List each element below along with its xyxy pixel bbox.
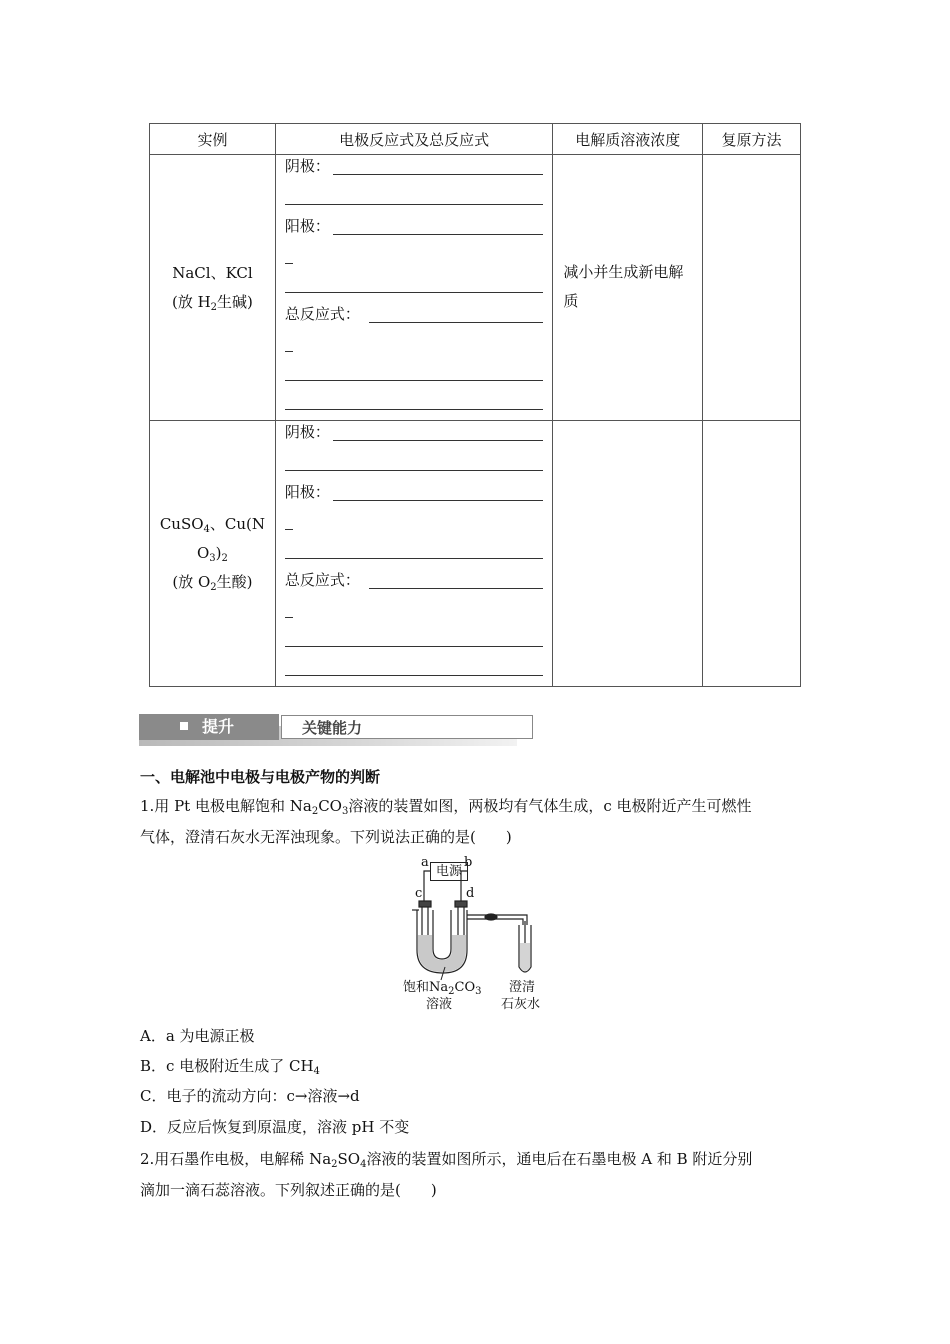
banner-left: 提升	[139, 714, 279, 740]
table-header-row	[150, 124, 801, 155]
table-row	[150, 421, 801, 687]
total-blank-line3[interactable]	[285, 409, 543, 410]
example-note: (放 $O_2$生酸)	[172, 573, 253, 593]
header-concentration: 电解质溶液浓度	[553, 124, 703, 155]
solution-label-line2: 溶液	[426, 997, 453, 1012]
limewater-label-line2: 石灰水	[501, 997, 541, 1012]
option-b[interactable]: B．c 电极附近生成了 $CH_4$	[140, 1057, 320, 1077]
example-name-cont: $O_3)_2$	[196, 544, 228, 564]
anode-label: 阳极：	[284, 217, 330, 235]
equations-cell	[275, 155, 552, 421]
total-blank-line2[interactable]	[285, 380, 543, 381]
cathode-blank[interactable]	[333, 440, 543, 441]
anode-blank-line2[interactable]	[285, 292, 543, 293]
q2-stem-line2: 滴加一滴石蕊溶液。下列叙述正确的是( )	[140, 1181, 437, 1199]
q1-stem-line2: 气体，澄清石灰水无浑浊现象。下列说法正确的是( )	[140, 828, 512, 846]
header-example: 实例	[150, 124, 276, 155]
cathode-label: 阴极：	[284, 157, 330, 175]
cathode-blank[interactable]	[333, 174, 543, 175]
equations-cell	[275, 421, 552, 687]
header-equations: 电极反应式及总反应式	[275, 124, 552, 155]
total-blank[interactable]	[369, 588, 543, 589]
limewater-label: 澄清	[509, 980, 536, 995]
label-b: b	[464, 855, 473, 870]
section-heading: 一、电解池中电极与电极产物的判断	[140, 768, 381, 786]
table-row	[150, 155, 801, 421]
power-source-box: 电源	[430, 862, 468, 881]
restore-cell[interactable]	[703, 421, 801, 687]
square-bullet-icon	[180, 722, 188, 730]
option-c[interactable]: C．电子的流动方向：c→溶液→d	[140, 1087, 360, 1105]
cathode-label: 阴极：	[284, 423, 330, 441]
solution-label: 饱和$Na_2CO_3$	[403, 980, 482, 997]
option-a[interactable]: A．a 为电源正极	[140, 1027, 255, 1045]
anode-label: 阳极：	[284, 483, 330, 501]
option-d[interactable]: D．反应后恢复到原温度，溶液 pH 不变	[140, 1118, 410, 1136]
example-name: CuSO$_4$、Cu(N	[159, 515, 266, 535]
label-c: c	[415, 886, 423, 901]
anode-blank-line2[interactable]	[285, 558, 543, 559]
q2-stem-line1: 2.用石墨作电极，电解稀 $Na_2SO_4$溶液的装置如图所示，通电后在石墨电极 A 和 B 附近分别	[140, 1150, 753, 1170]
total-blank-line3[interactable]	[285, 675, 543, 676]
total-label: 总反应式：	[284, 571, 360, 589]
concentration-cell	[553, 155, 703, 421]
cathode-blank-line2[interactable]	[285, 470, 543, 471]
header-restore: 复原方法	[703, 124, 801, 155]
restore-cell[interactable]	[703, 155, 801, 421]
label-d: d	[466, 886, 475, 901]
example-note: (放 $H_2$生碱)	[171, 292, 253, 313]
example-cell	[150, 421, 276, 687]
section-banner	[139, 714, 517, 746]
concentration-cell[interactable]	[553, 421, 703, 687]
total-blank[interactable]	[369, 322, 543, 323]
anode-blank[interactable]	[333, 500, 543, 501]
electrolysis-table	[149, 123, 801, 687]
banner-right: 关键能力	[281, 715, 533, 739]
total-label: 总反应式：	[284, 305, 360, 323]
cathode-blank-line2[interactable]	[285, 204, 543, 205]
q1-stem-line1: 1.用 Pt 电极电解饱和 $Na_2CO_3$溶液的装置如图，两极均有气体生成，c 电极附近产生可燃性	[140, 797, 752, 817]
example-cell	[150, 155, 276, 421]
anode-blank[interactable]	[333, 234, 543, 235]
total-blank-line2[interactable]	[285, 646, 543, 647]
example-name: NaCl、KCl	[172, 263, 253, 282]
concentration-text: 减小并生成新电解质	[563, 263, 684, 310]
label-a: a	[421, 855, 429, 870]
electrolysis-apparatus-figure	[395, 855, 565, 1017]
